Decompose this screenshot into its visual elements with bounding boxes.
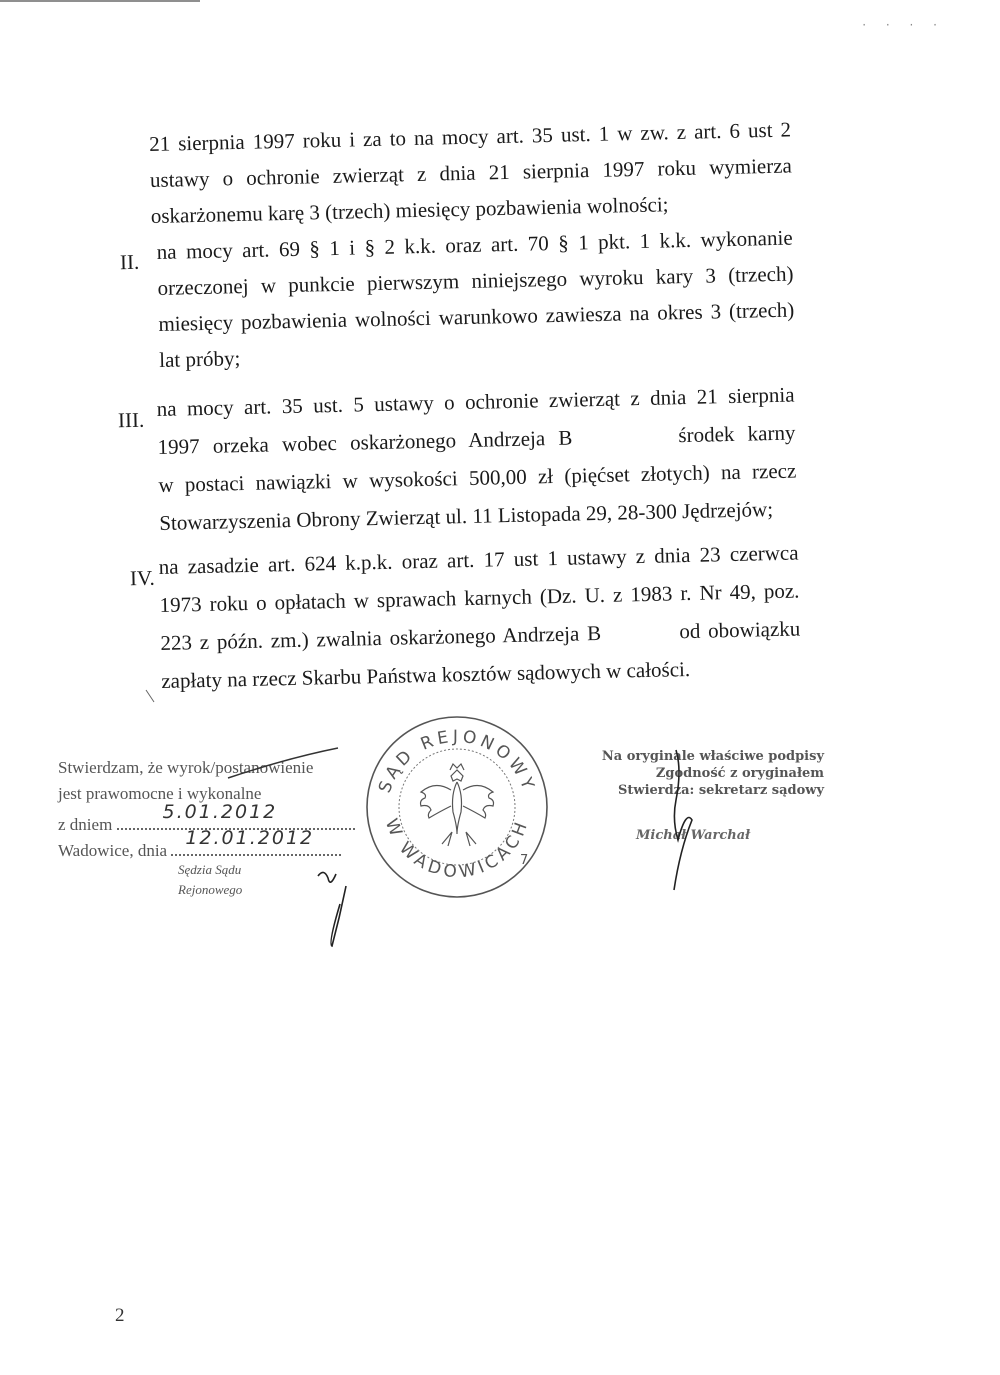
paragraph-line: na zasadzie art. 624 k.p.k. oraz art. 17 ust 1 ustawy z dnia 23 czerwca [158,540,799,580]
paragraph-line: miesięcy pozbawienia wolności warunkowo zawiesza na okres 3 (trzech) [158,297,795,336]
original-note-line-1: Na oryginale właściwe podpisy [601,749,824,764]
paragraph-line: na mocy art. 35 ust. 5 ustawy o ochronie zwierząt z dnia 21 sierpnia [156,382,795,422]
paragraph-line: Stowarzyszenia Obrony Zwierząt ul. 11 Listopada 29, 28-300 Jędrzejów; [159,497,774,535]
clerk-name: Michał Warchał [636,828,751,843]
item-number-iii: III. [117,407,145,433]
strike-through-mark [228,748,338,778]
date-value: 5.01.2012 [162,801,278,823]
stamp-bottom-text: W WADOWICACH [380,816,534,883]
paragraph-line: ustawy o ochronie zwierząt z dnia 21 sierpnia 1997 roku wymierza [149,153,793,192]
margin-mark [146,690,154,702]
judge-caption: Sędzia Sądu Rejonowego [178,862,243,897]
paragraph-line: zapłaty na rzecz Skarbu Państwa kosztów sądowych w całości. [161,656,691,693]
paragraph-line: 1997 orzeka wobec oskarżonego Andrzeja B środek karny [157,420,796,460]
paragraph-line: 1973 roku o opłatach w sprawach karnych (Dz. U. z 1983 r. Nr 49, poz. [159,578,800,618]
page-number: 2 [115,1305,125,1326]
place-date-value: 12.01.2012 [185,827,315,849]
paragraph-line: orzeczonej w punkcie pierwszym niniejszego wyroku kary 3 (trzech) [157,261,794,301]
paragraph-line: 223 z późn. zm.) zwalnia oskarżonego Andrzeja B od obowiązku [160,616,801,655]
paragraph-line: 21 sierpnia 1997 roku i za to na mocy art. 35 ust. 1 w zw. z art. 6 ust 2 [148,117,792,157]
date-label: z dniem [58,815,113,834]
original-note-line-2: Zgodność z oryginałem [655,766,824,781]
scan-specks: · · · · [862,18,945,32]
judge-signature [318,872,346,946]
original-note-line-3: Stwierdza: sekretarz sądowy [617,783,824,798]
paragraph-line: na mocy art. 69 § 1 i § 2 k.k. oraz art. 70 § 1 pkt. 1 k.k. wykonanie [156,225,793,265]
certification-line-1: Stwierdzam, że wyrok/postanowienie [58,758,314,777]
stamp-number: 7 [520,853,529,868]
item-number-ii: II. [119,249,140,275]
paragraph-line: lat próby; [158,346,241,372]
clerk-signature [674,750,692,890]
certification-line-2: jest prawomocne i wykonalne [58,784,262,803]
paragraph-line: oskarżonemu karę 3 (trzech) miesięcy pozbawienia wolności; [150,192,669,228]
item-number-iv: IV. [129,565,155,591]
paragraph-line: w postaci nawiązki w wysokości 500,00 zł (pięćset złotych) na rzecz [158,458,797,497]
place-date-label: Wadowice, dnia [58,841,168,860]
stamp-top-text: SĄD REJONOWY [374,726,540,796]
